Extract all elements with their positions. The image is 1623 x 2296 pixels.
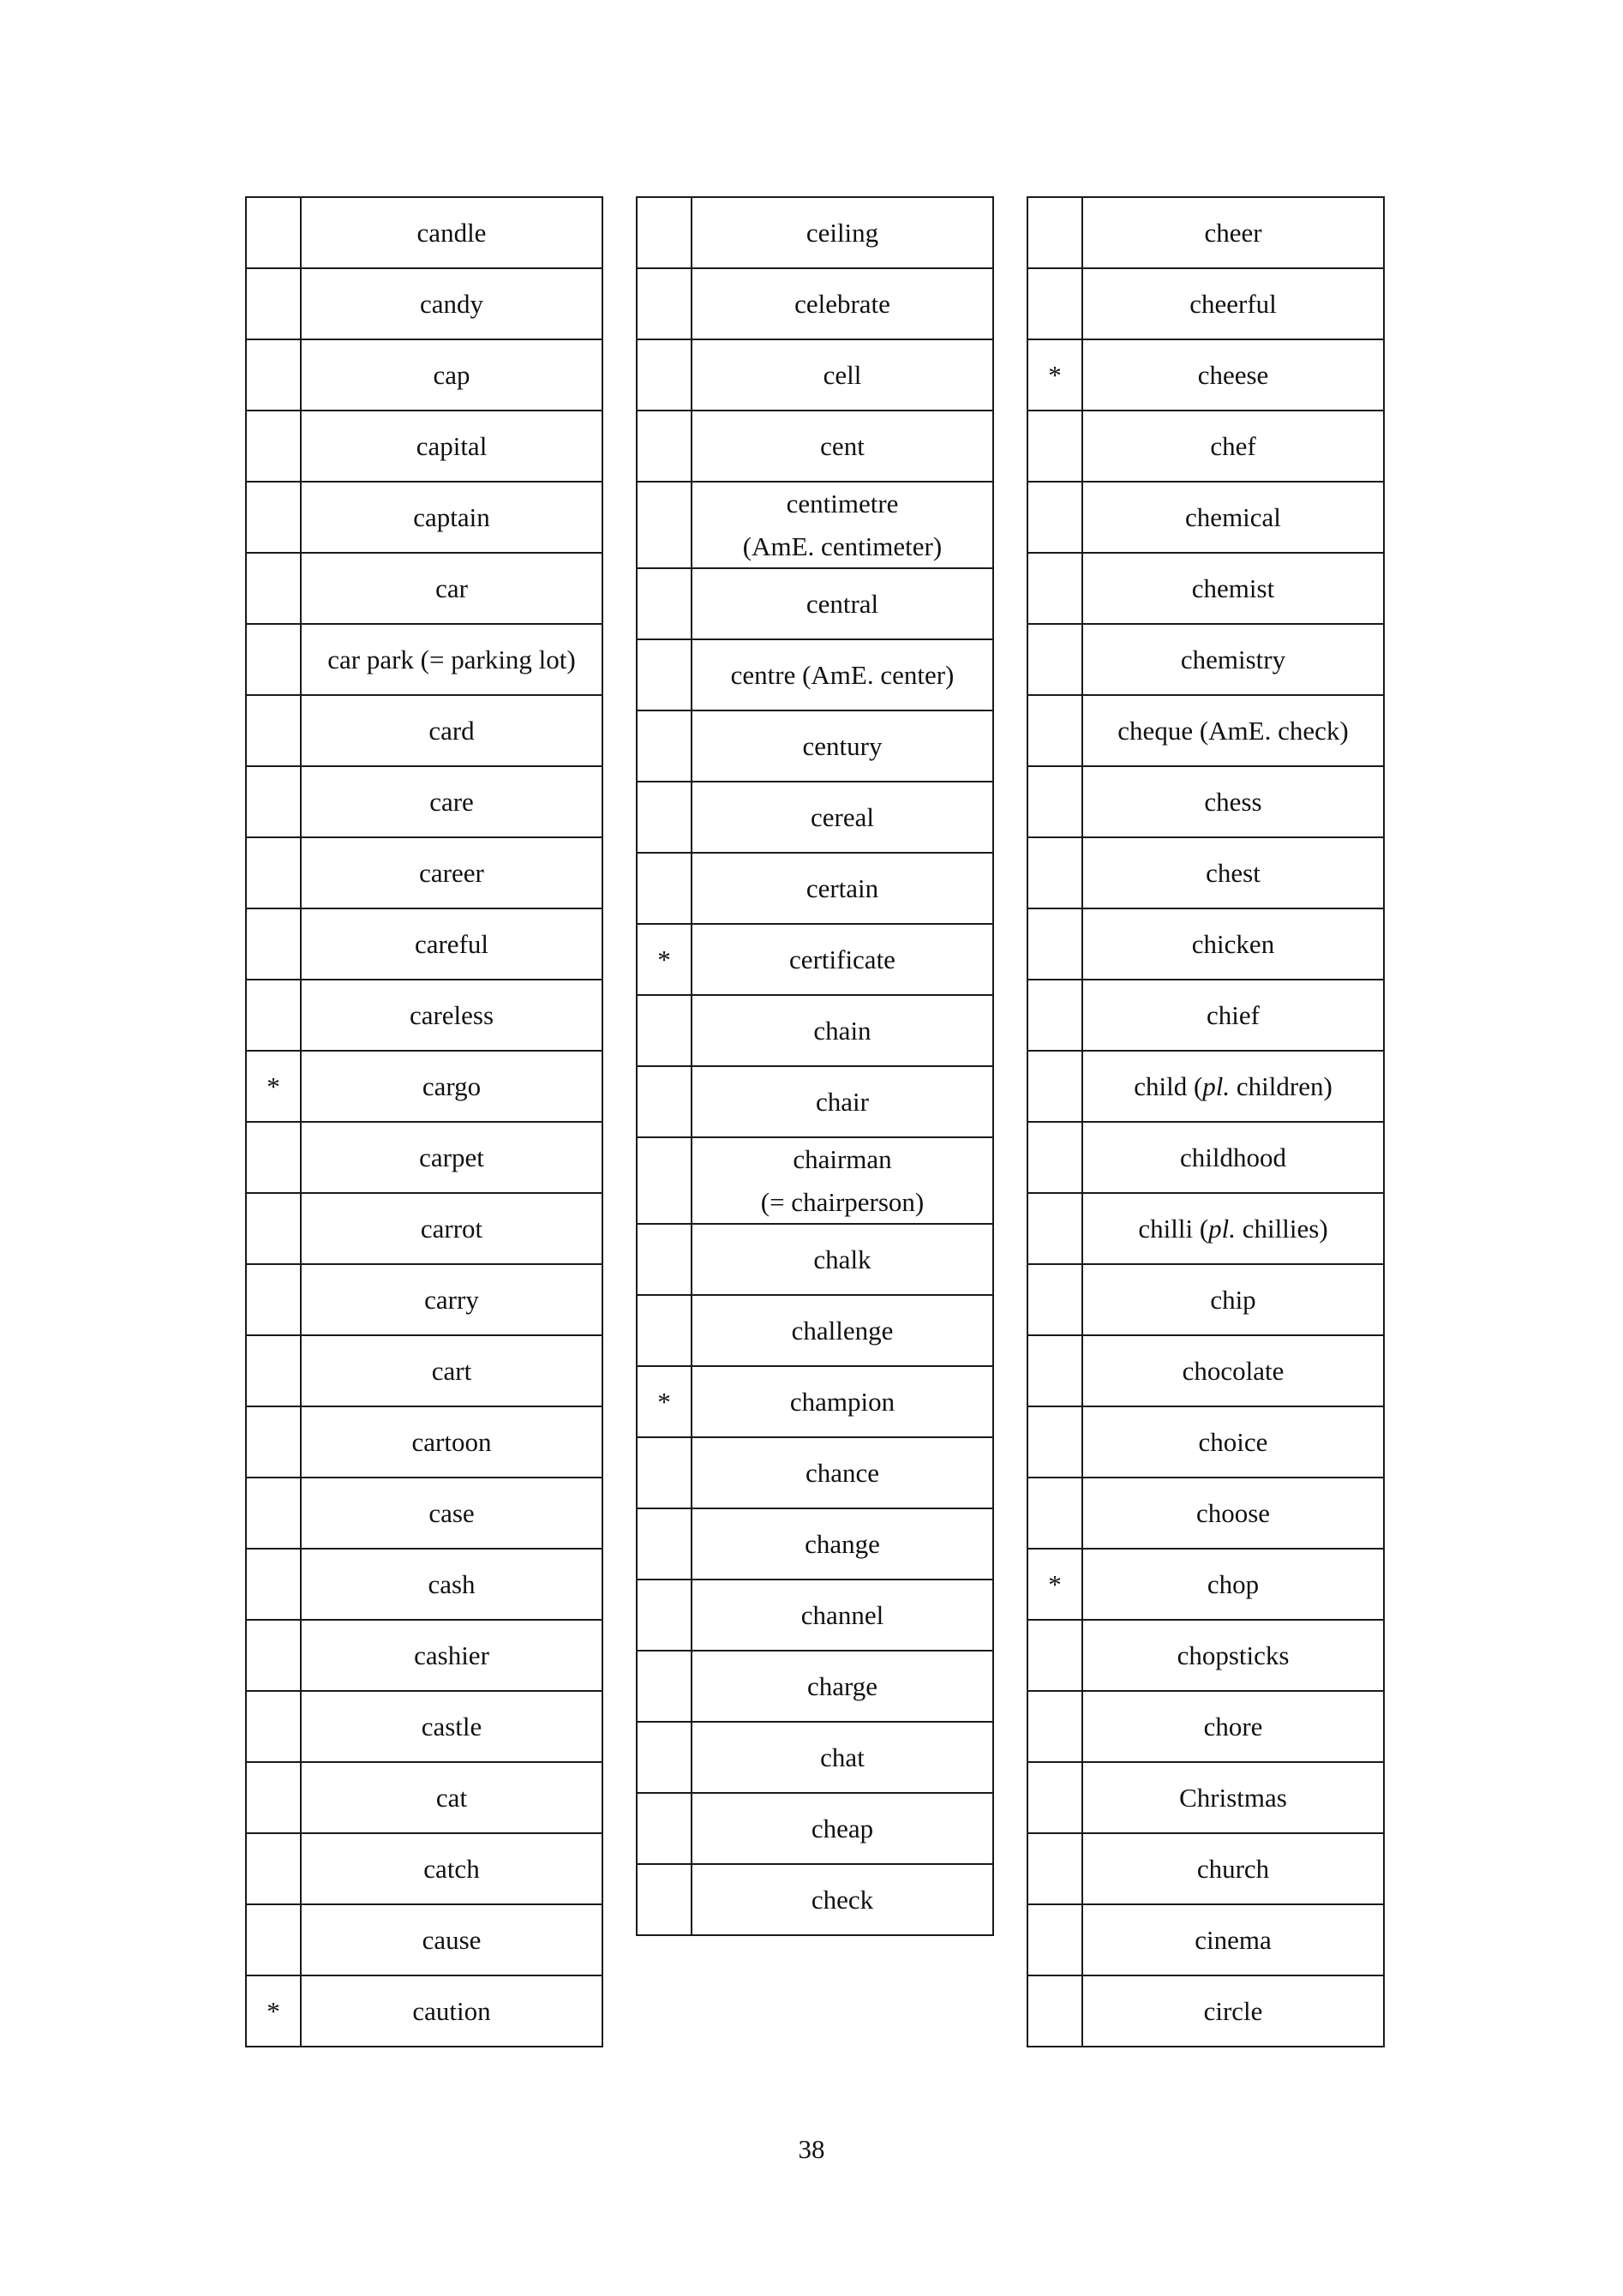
vocab-row	[1027, 837, 1384, 908]
vocab-row	[1027, 268, 1384, 339]
vocab-word-cell: cartoon	[301, 1406, 602, 1478]
vocab-row	[1027, 980, 1384, 1051]
star-mark-cell	[246, 339, 301, 411]
vocab-row	[246, 695, 602, 766]
star-mark-cell	[1027, 1691, 1082, 1762]
vocab-word-cell: chop	[1082, 1549, 1384, 1620]
vocab-row	[246, 1833, 602, 1904]
vocab-word-cell: cheese	[1082, 339, 1384, 411]
vocab-word-cell: Christmas	[1082, 1762, 1384, 1833]
vocab-word-cell: cent	[692, 411, 993, 482]
vocab-row	[637, 1508, 993, 1580]
vocab-row	[1027, 1975, 1384, 2047]
vocab-row	[637, 782, 993, 853]
vocab-word-cell: chief	[1082, 980, 1384, 1051]
star-mark-cell	[246, 1904, 301, 1975]
vocab-word-cell: chicken	[1082, 908, 1384, 980]
vocab-word-cell: chore	[1082, 1691, 1384, 1762]
vocab-word-cell: chess	[1082, 766, 1384, 837]
vocab-row	[246, 1762, 602, 1833]
star-mark-cell	[1027, 1904, 1082, 1975]
vocab-row	[637, 1066, 993, 1137]
vocab-word-cell: cat	[301, 1762, 602, 1833]
plural-abbreviation: pl.	[1208, 1213, 1237, 1244]
vocab-word-cell: chain	[692, 995, 993, 1066]
vocab-word-plural: children)	[1230, 1070, 1333, 1101]
vocab-row	[637, 1366, 993, 1437]
vocab-word-cell: celebrate	[692, 268, 993, 339]
vocab-row	[637, 1580, 993, 1651]
vocab-word-cell: cashier	[301, 1620, 602, 1691]
star-mark-cell	[637, 1437, 692, 1508]
vocab-word-cell: cheque (AmE. check)	[1082, 695, 1384, 766]
vocab-row	[246, 1051, 602, 1122]
vocab-row	[1027, 766, 1384, 837]
star-mark-cell	[637, 568, 692, 639]
vocab-word-cell: candy	[301, 268, 602, 339]
vocab-row	[637, 1793, 993, 1864]
star-mark-cell	[246, 1406, 301, 1478]
vocab-word-cell: chemist	[1082, 553, 1384, 624]
vocab-row	[246, 411, 602, 482]
star-mark-cell	[1027, 980, 1082, 1051]
vocab-word-cell: case	[301, 1478, 602, 1549]
vocab-word-cell: cheer	[1082, 197, 1384, 268]
vocab-word-cell: candle	[301, 197, 602, 268]
star-mark-cell	[1027, 1406, 1082, 1478]
star-mark-cell	[637, 482, 692, 568]
vocab-word: chilli (	[1138, 1213, 1209, 1244]
vocab-row	[246, 553, 602, 624]
star-mark-cell	[246, 1264, 301, 1335]
star-mark-cell	[246, 980, 301, 1051]
vocab-row	[246, 1975, 602, 2047]
star-mark-cell: *	[637, 1366, 692, 1437]
star-mark-cell	[1027, 624, 1082, 695]
vocab-word-cell: captain	[301, 482, 602, 553]
vocab-word-cell: chopsticks	[1082, 1620, 1384, 1691]
star-mark-cell	[1027, 1193, 1082, 1264]
star-mark-cell	[246, 695, 301, 766]
vocab-word-cell: cargo	[301, 1051, 602, 1122]
vocab-word-cell: career	[301, 837, 602, 908]
star-mark-cell	[637, 197, 692, 268]
vocab-row	[246, 197, 602, 268]
vocab-row	[246, 908, 602, 980]
vocab-row	[246, 1122, 602, 1193]
vocab-table-column-3	[1027, 196, 1385, 2047]
vocab-word-cell: care	[301, 766, 602, 837]
star-mark-cell	[1027, 1478, 1082, 1549]
star-mark-cell	[246, 411, 301, 482]
vocab-word-cell: cheerful	[1082, 268, 1384, 339]
star-mark-cell	[637, 1137, 692, 1224]
vocab-word-cell: chair	[692, 1066, 993, 1137]
star-mark-cell: *	[246, 1975, 301, 2047]
star-mark-cell	[246, 553, 301, 624]
vocab-row	[1027, 624, 1384, 695]
star-mark-cell	[246, 1691, 301, 1762]
star-mark-cell	[1027, 695, 1082, 766]
vocab-word-cell: castle	[301, 1691, 602, 1762]
vocab-row	[246, 268, 602, 339]
vocab-word-cell: ceiling	[692, 197, 993, 268]
star-mark-cell	[637, 995, 692, 1066]
star-mark-cell	[246, 1122, 301, 1193]
vocab-row	[637, 1651, 993, 1722]
vocab-row	[1027, 1478, 1384, 1549]
vocab-row	[637, 1864, 993, 1935]
star-mark-cell	[246, 624, 301, 695]
vocab-row	[1027, 1904, 1384, 1975]
vocab-row	[1027, 482, 1384, 553]
vocab-word-cell: channel	[692, 1580, 993, 1651]
star-mark-cell	[1027, 1762, 1082, 1833]
star-mark-cell	[637, 853, 692, 924]
star-mark-cell	[1027, 411, 1082, 482]
vocab-word-cell: cap	[301, 339, 602, 411]
vocab-row	[246, 1691, 602, 1762]
vocab-word-cell: cereal	[692, 782, 993, 853]
vocab-word-cell: cause	[301, 1904, 602, 1975]
star-mark-cell: *	[246, 1051, 301, 1122]
vocab-word-cell: chocolate	[1082, 1335, 1384, 1406]
vocab-row	[246, 1904, 602, 1975]
star-mark-cell	[246, 908, 301, 980]
vocab-row	[637, 995, 993, 1066]
vocab-row	[1027, 1406, 1384, 1478]
vocab-row	[637, 1722, 993, 1793]
vocab-word-cell: chance	[692, 1437, 993, 1508]
vocab-row	[637, 339, 993, 411]
vocab-word: chairman	[793, 1144, 892, 1175]
vocab-row	[637, 1437, 993, 1508]
vocab-word-cell: capital	[301, 411, 602, 482]
star-mark-cell	[1027, 1975, 1082, 2047]
vocab-word-cell: carry	[301, 1264, 602, 1335]
vocab-word-cell: catch	[301, 1833, 602, 1904]
vocab-word-cell: chemistry	[1082, 624, 1384, 695]
vocab-word-cell: card	[301, 695, 602, 766]
vocab-word-cell: cheap	[692, 1793, 993, 1864]
vocab-row	[637, 1295, 993, 1366]
vocab-word-cell: cash	[301, 1549, 602, 1620]
vocab-word-cell: car park (= parking lot)	[301, 624, 602, 695]
vocab-word: centimetre	[786, 489, 899, 519]
vocab-word-cell: check	[692, 1864, 993, 1935]
star-mark-cell	[637, 1066, 692, 1137]
vocab-word-cell: chat	[692, 1722, 993, 1793]
star-mark-cell	[246, 268, 301, 339]
star-mark-cell	[637, 1224, 692, 1295]
vocab-word-cell: certificate	[692, 924, 993, 995]
star-mark-cell	[1027, 482, 1082, 553]
vocab-word-cell: church	[1082, 1833, 1384, 1904]
vocab-row	[637, 924, 993, 995]
vocab-row	[246, 1406, 602, 1478]
star-mark-cell	[1027, 766, 1082, 837]
vocab-word-cell: challenge	[692, 1295, 993, 1366]
vocab-row	[1027, 695, 1384, 766]
star-mark-cell	[1027, 1051, 1082, 1122]
star-mark-cell	[637, 1864, 692, 1935]
vocab-row	[1027, 1549, 1384, 1620]
vocab-row	[1027, 553, 1384, 624]
vocab-word-cell	[1082, 1051, 1384, 1122]
vocab-row	[1027, 908, 1384, 980]
vocab-word-cell: choose	[1082, 1478, 1384, 1549]
vocab-word: child (	[1134, 1070, 1203, 1101]
star-mark-cell: *	[1027, 339, 1082, 411]
star-mark-cell	[637, 339, 692, 411]
vocab-word-note: (= chairperson)	[760, 1186, 925, 1217]
vocab-row	[246, 482, 602, 553]
star-mark-cell	[1027, 1620, 1082, 1691]
vocab-word-cell: champion	[692, 1366, 993, 1437]
vocab-word-cell: carrot	[301, 1193, 602, 1264]
vocab-row	[246, 1335, 602, 1406]
vocab-row	[637, 268, 993, 339]
vocab-row	[246, 837, 602, 908]
vocab-word-cell: centre (AmE. center)	[692, 639, 993, 710]
vocab-row	[1027, 1762, 1384, 1833]
star-mark-cell	[637, 1722, 692, 1793]
vocab-row	[1027, 1051, 1384, 1122]
vocab-word-cell: careless	[301, 980, 602, 1051]
star-mark-cell	[1027, 1335, 1082, 1406]
star-mark-cell	[1027, 837, 1082, 908]
vocab-row	[246, 339, 602, 411]
vocab-row	[246, 980, 602, 1051]
star-mark-cell	[246, 1549, 301, 1620]
vocab-row	[1027, 1620, 1384, 1691]
vocab-row	[1027, 411, 1384, 482]
star-mark-cell	[1027, 1833, 1082, 1904]
star-mark-cell	[637, 1508, 692, 1580]
vocab-word-cell	[692, 482, 993, 568]
vocab-word-cell: change	[692, 1508, 993, 1580]
vocab-word-cell: cart	[301, 1335, 602, 1406]
vocab-word-cell: childhood	[1082, 1122, 1384, 1193]
vocab-row	[1027, 1122, 1384, 1193]
vocab-row	[1027, 197, 1384, 268]
vocab-table-column-1	[245, 196, 603, 2047]
star-mark-cell	[246, 482, 301, 553]
star-mark-cell: *	[1027, 1549, 1082, 1620]
vocab-row	[1027, 1193, 1384, 1264]
vocab-row	[637, 411, 993, 482]
star-mark-cell	[246, 1833, 301, 1904]
vocab-row	[637, 853, 993, 924]
star-mark-cell	[1027, 553, 1082, 624]
vocab-word-cell: certain	[692, 853, 993, 924]
vocab-word-cell: chef	[1082, 411, 1384, 482]
star-mark-cell	[1027, 1264, 1082, 1335]
vocab-row	[1027, 339, 1384, 411]
vocab-row	[1027, 1691, 1384, 1762]
vocab-row	[246, 1620, 602, 1691]
star-mark-cell	[246, 1620, 301, 1691]
vocab-row	[1027, 1335, 1384, 1406]
vocab-row	[246, 766, 602, 837]
star-mark-cell	[1027, 1122, 1082, 1193]
star-mark-cell	[246, 1478, 301, 1549]
star-mark-cell	[246, 766, 301, 837]
vocab-row	[246, 1264, 602, 1335]
vocab-row	[1027, 1833, 1384, 1904]
star-mark-cell	[637, 268, 692, 339]
star-mark-cell	[246, 1193, 301, 1264]
star-mark-cell	[637, 1295, 692, 1366]
vocab-row	[246, 624, 602, 695]
vocab-row	[246, 1478, 602, 1549]
vocab-row	[246, 1193, 602, 1264]
star-mark-cell	[1027, 197, 1082, 268]
vocab-word-cell: cell	[692, 339, 993, 411]
vocab-word-note: (AmE. centimeter)	[742, 531, 943, 561]
plural-abbreviation: pl.	[1202, 1070, 1231, 1101]
vocab-row	[637, 568, 993, 639]
vocab-row	[637, 710, 993, 782]
vocab-row	[637, 1224, 993, 1295]
vocab-word-cell: careful	[301, 908, 602, 980]
star-mark-cell	[637, 782, 692, 853]
vocab-word-cell: circle	[1082, 1975, 1384, 2047]
vocab-word-cell: charge	[692, 1651, 993, 1722]
star-mark-cell	[637, 1580, 692, 1651]
vocab-word-cell: chemical	[1082, 482, 1384, 553]
star-mark-cell	[246, 837, 301, 908]
vocab-row	[246, 1549, 602, 1620]
vocab-word-cell: carpet	[301, 1122, 602, 1193]
page-number: 38	[798, 2134, 825, 2164]
star-mark-cell	[637, 639, 692, 710]
vocab-row	[1027, 1264, 1384, 1335]
vocab-word-cell: chalk	[692, 1224, 993, 1295]
vocab-word-cell: chest	[1082, 837, 1384, 908]
vocab-word-cell: century	[692, 710, 993, 782]
star-mark-cell	[637, 1793, 692, 1864]
vocab-word-cell: caution	[301, 1975, 602, 2047]
vocab-word-cell: choice	[1082, 1406, 1384, 1478]
star-mark-cell	[637, 1651, 692, 1722]
star-mark-cell	[637, 411, 692, 482]
star-mark-cell	[637, 710, 692, 782]
star-mark-cell: *	[637, 924, 692, 995]
star-mark-cell	[1027, 268, 1082, 339]
vocab-row	[637, 197, 993, 268]
star-mark-cell	[246, 1762, 301, 1833]
star-mark-cell	[246, 1335, 301, 1406]
vocab-word-cell	[1082, 1193, 1384, 1264]
vocab-word-plural: chillies)	[1236, 1213, 1328, 1244]
vocab-word-cell: cinema	[1082, 1904, 1384, 1975]
vocab-table-column-2	[636, 196, 994, 1936]
star-mark-cell	[1027, 908, 1082, 980]
vocab-word-cell: chip	[1082, 1264, 1384, 1335]
vocab-row	[637, 639, 993, 710]
vocab-word-cell: central	[692, 568, 993, 639]
star-mark-cell	[246, 197, 301, 268]
vocab-word-cell	[692, 1137, 993, 1224]
vocab-word-cell: car	[301, 553, 602, 624]
